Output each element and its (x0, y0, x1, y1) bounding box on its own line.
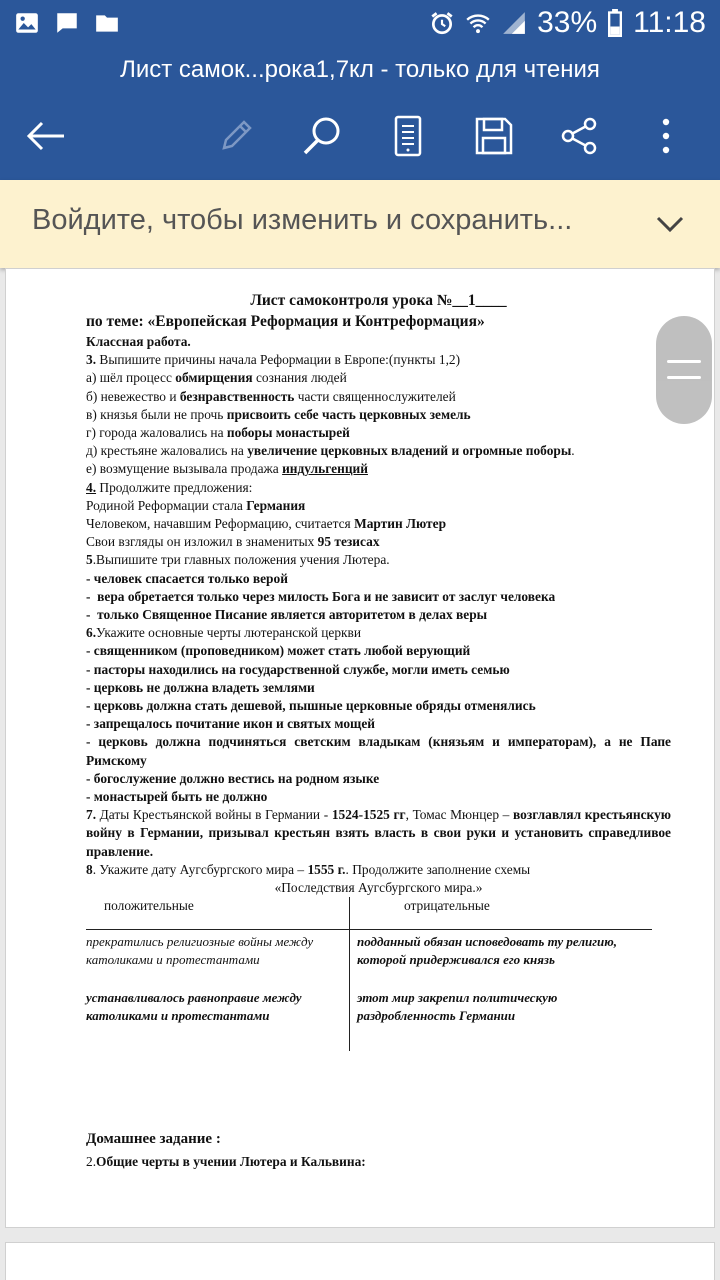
scheme-negative-1: подданный обязан исповедовать ту религию, которой придерживался его князь (357, 934, 618, 968)
scroll-handle[interactable] (656, 316, 712, 424)
wifi-icon (465, 10, 491, 36)
mobile-view-icon (393, 115, 423, 157)
folder-icon (94, 10, 120, 36)
sign-in-message: Войдите, чтобы изменить и сохранить... (32, 204, 573, 236)
clock: 11:18 (633, 6, 706, 39)
q3-heading: 3. Выпишите причины начала Реформации в Европе:(пункты 1,2) (86, 352, 461, 368)
search-button[interactable] (296, 110, 348, 162)
q4-line-2: Человеком, начавшим Реформацию, считается Мартин Лютер (86, 516, 447, 532)
message-icon (54, 10, 80, 36)
q5-point-2: - вера обретается только через милость Бога и не зависит от заслуг человека (86, 588, 556, 604)
edit-button[interactable] (210, 110, 262, 162)
q5-heading: 5.Выпишите три главных положения учения Лютера. (86, 552, 390, 568)
q5-point-3: - только Священное Писание является авторитетом в делах веры (86, 607, 488, 623)
class-work-heading: Классная работа. (86, 334, 191, 349)
q4-line-1: Родиной Реформации стала Германия (86, 497, 306, 513)
battery-percent: 33% (537, 6, 598, 39)
lesson-theme: по теме: «Европейская Реформация и Контреформация» (86, 313, 485, 330)
scheme-divider-horizontal (86, 929, 652, 930)
q5-point-1: - человек спасается только верой (86, 570, 288, 586)
scheme-positive-2: устанавливалось равноправие между католиками и протестантами (86, 990, 302, 1024)
q6-item: - пасторы находились на государственной службе, могли иметь семью (86, 661, 510, 677)
q7-paragraph: 7. Даты Крестьянской войны в Германии - 1524-1525 гг, Томас Мюнцер – возглавлял крестьянскую войну в Германии, призывал крестьян взять власть в свои руки и установить справедливое правление. (86, 807, 672, 859)
toolbar (0, 92, 720, 180)
document-title: Лист самок...рока1,7кл - только для чтения (0, 50, 720, 92)
save-button[interactable] (468, 110, 520, 162)
q6-item: - церковь должна подчиняться светским владыкам (князьям и императорам), а не Папе Римскому (86, 734, 671, 768)
document-page[interactable] (5, 268, 715, 1228)
homework-item: 2.Общие черты в учении Лютера и Кальвина: (86, 1154, 366, 1170)
homework-heading: Домашнее задание : (86, 1131, 221, 1148)
signal-icon (501, 10, 527, 36)
share-icon (559, 116, 599, 156)
q3-answer-b: б) невежество и безнравственность части священнослужителей (86, 388, 456, 404)
chevron-down-icon[interactable] (654, 210, 686, 238)
mobile-view-button[interactable] (382, 110, 434, 162)
q3-answer-a: а) шёл процесс обмирщения сознания людей (86, 370, 347, 386)
status-bar (0, 0, 720, 50)
sign-in-banner[interactable] (0, 180, 720, 268)
q4-line-3: Свои взгляды он изложил в знаменитых 95 тезисах (86, 534, 380, 550)
q6-item: - монастырей быть не должно (86, 789, 268, 805)
back-arrow-icon (26, 120, 66, 152)
scheme-negative-2: этот мир закрепил политическую раздробленность Германии (357, 990, 558, 1024)
q3-answer-f: е) возмущение вызывала продажа индульгенций (86, 461, 368, 477)
scheme-positive-1: прекратились религиозные войны между католиками и протестантами (86, 934, 314, 968)
scheme-title: «Последствия Аугсбургского мира.» (274, 880, 483, 896)
scheme-col-negative: отрицательные (404, 898, 490, 914)
consequences-scheme (86, 897, 671, 1077)
q4-heading: 4. Продолжите предложения: (86, 479, 253, 495)
q8-heading: 8. Укажите дату Аугсбургского мира – 1555 г.. Продолжите заполнение схемы (86, 861, 531, 877)
edit-pencil-icon (216, 116, 256, 156)
back-button[interactable] (20, 110, 72, 162)
q3-answer-d: г) города жаловались на поборы монастырей (86, 425, 350, 441)
scheme-divider-vertical (349, 897, 350, 1051)
gallery-icon (14, 10, 40, 36)
scheme-col-positive: положительные (104, 898, 194, 914)
q6-item: - богослужение должно вестись на родном языке (86, 770, 380, 786)
save-icon (474, 116, 514, 156)
sheet-title: Лист самоконтроля урока №__1____ (250, 292, 507, 309)
battery-icon (607, 9, 623, 37)
q3-answer-c: в) князья были не прочь присвоить себе часть церковных земель (86, 406, 471, 422)
q3-answer-e: д) крестьяне жаловались на увеличение церковных владений и огромные поборы. (86, 443, 575, 459)
q6-item: - церковь не должна владеть землями (86, 679, 315, 695)
alarm-icon (429, 10, 455, 36)
q6-item: - запрещалось почитание икон и святых мощей (86, 716, 375, 732)
search-icon (301, 115, 343, 157)
more-button[interactable] (640, 110, 692, 162)
next-document-page[interactable] (5, 1242, 715, 1280)
q6-item: - священником (проповедником) может стать любой верующий (86, 643, 471, 659)
share-button[interactable] (553, 110, 605, 162)
document-body (86, 291, 671, 1172)
q6-heading: 6.Укажите основные черты лютеранской церкви (86, 625, 362, 641)
more-icon (661, 116, 671, 156)
q6-item: - церковь должна стать дешевой, пышные церковные обряды отменялись (86, 698, 536, 714)
